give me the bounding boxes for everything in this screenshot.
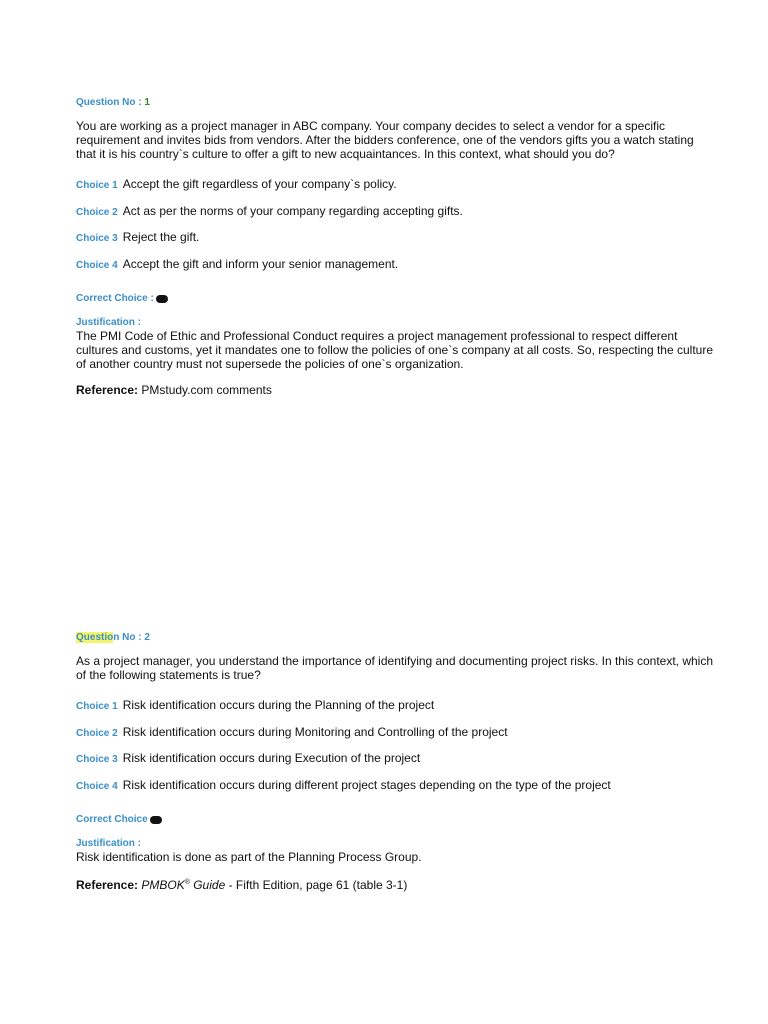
question-number: 1	[144, 97, 150, 108]
redaction-mark	[156, 295, 168, 303]
choice-text: Risk identification occurs during the Planning of the project	[122, 698, 435, 712]
correct-choice	[76, 812, 716, 828]
question-block-1	[76, 95, 716, 397]
reference-book: PMBOK	[141, 878, 185, 893]
choice-label: Choice 2	[76, 206, 118, 218]
choice-label: Choice 2	[76, 727, 118, 739]
choice-label: Choice 3	[76, 754, 118, 766]
choice-list	[76, 177, 716, 283]
choice-1	[76, 177, 716, 204]
choice-1	[76, 698, 716, 725]
choice-label: Choice 4	[76, 259, 118, 271]
choice-text: Risk identification occurs during Monitoring and Controlling of the project	[122, 724, 508, 739]
question-heading-rest: n No : 2	[113, 632, 150, 643]
choice-label: Choice 4	[76, 780, 118, 792]
reference	[76, 383, 716, 397]
justification-text: Risk identification is done as part of the Planning Process Group.	[76, 850, 422, 865]
justification-label: Justification :	[76, 317, 142, 329]
choice-text: Risk identification occurs during Execution of the project	[122, 751, 421, 766]
choice-list	[76, 698, 716, 804]
reference-text: - Fifth Edition, page 61 (table 3-1)	[225, 878, 408, 893]
question-heading-prefix: Question No :	[76, 97, 145, 108]
correct-choice	[76, 291, 716, 307]
choice-text: Act as per the norms of your company regarding accepting gifts.	[122, 203, 463, 218]
choice-label: Choice 3	[76, 233, 118, 245]
question-heading	[76, 95, 716, 111]
choice-label: Choice 1	[76, 180, 118, 191]
question-text: You are working as a project manager in ABC company. Your company decides to select a vendor for a specific requirement and invites bids from vendors. After the bidders conference, one of the vendors gifts you a watch stating that it is his country`s culture to offer a gift to new acquaintances. In this context, what should you do?	[76, 119, 694, 161]
reference-text: PMstudy.com comments	[141, 383, 272, 398]
correct-choice-label: Correct Choice	[76, 814, 148, 826]
reference-guide: Guide	[189, 878, 226, 893]
justification-text: The PMI Code of Ethic and Professional Conduct requires a project management professional to respect different cultures and customs, yet it mandates one to follow the policies of one`s company at all costs. So, respecting the culture of another country must not supersede the policies of one`s organization.	[76, 329, 713, 372]
registered-mark: ®	[184, 879, 190, 887]
choice-text: Risk identification occurs during different project stages depending on the type of the project	[122, 777, 611, 792]
choice-4	[76, 778, 716, 805]
question-block-2	[76, 630, 716, 892]
correct-choice-label: Correct Choice :	[76, 293, 154, 305]
choice-text: Accept the gift and inform your senior management.	[122, 256, 399, 271]
choice-2	[76, 204, 716, 231]
justification-label: Justification :	[76, 838, 142, 850]
highlighted-text: Questio	[76, 632, 114, 643]
redaction-mark	[150, 816, 162, 824]
reference-label: Reference:	[76, 878, 139, 893]
question-heading	[76, 630, 716, 646]
choice-label: Choice 1	[76, 701, 118, 712]
choice-text: Reject the gift.	[122, 230, 200, 245]
choice-4	[76, 257, 716, 284]
question-text: As a project manager, you understand the importance of identifying and documenting project risks. In this context, which of the following statements is true?	[76, 654, 714, 682]
choice-3	[76, 230, 716, 257]
reference-label: Reference:	[76, 383, 139, 398]
choice-2	[76, 725, 716, 752]
choice-3	[76, 751, 716, 778]
reference	[76, 876, 716, 892]
choice-text: Accept the gift regardless of your company`s policy.	[122, 177, 397, 191]
